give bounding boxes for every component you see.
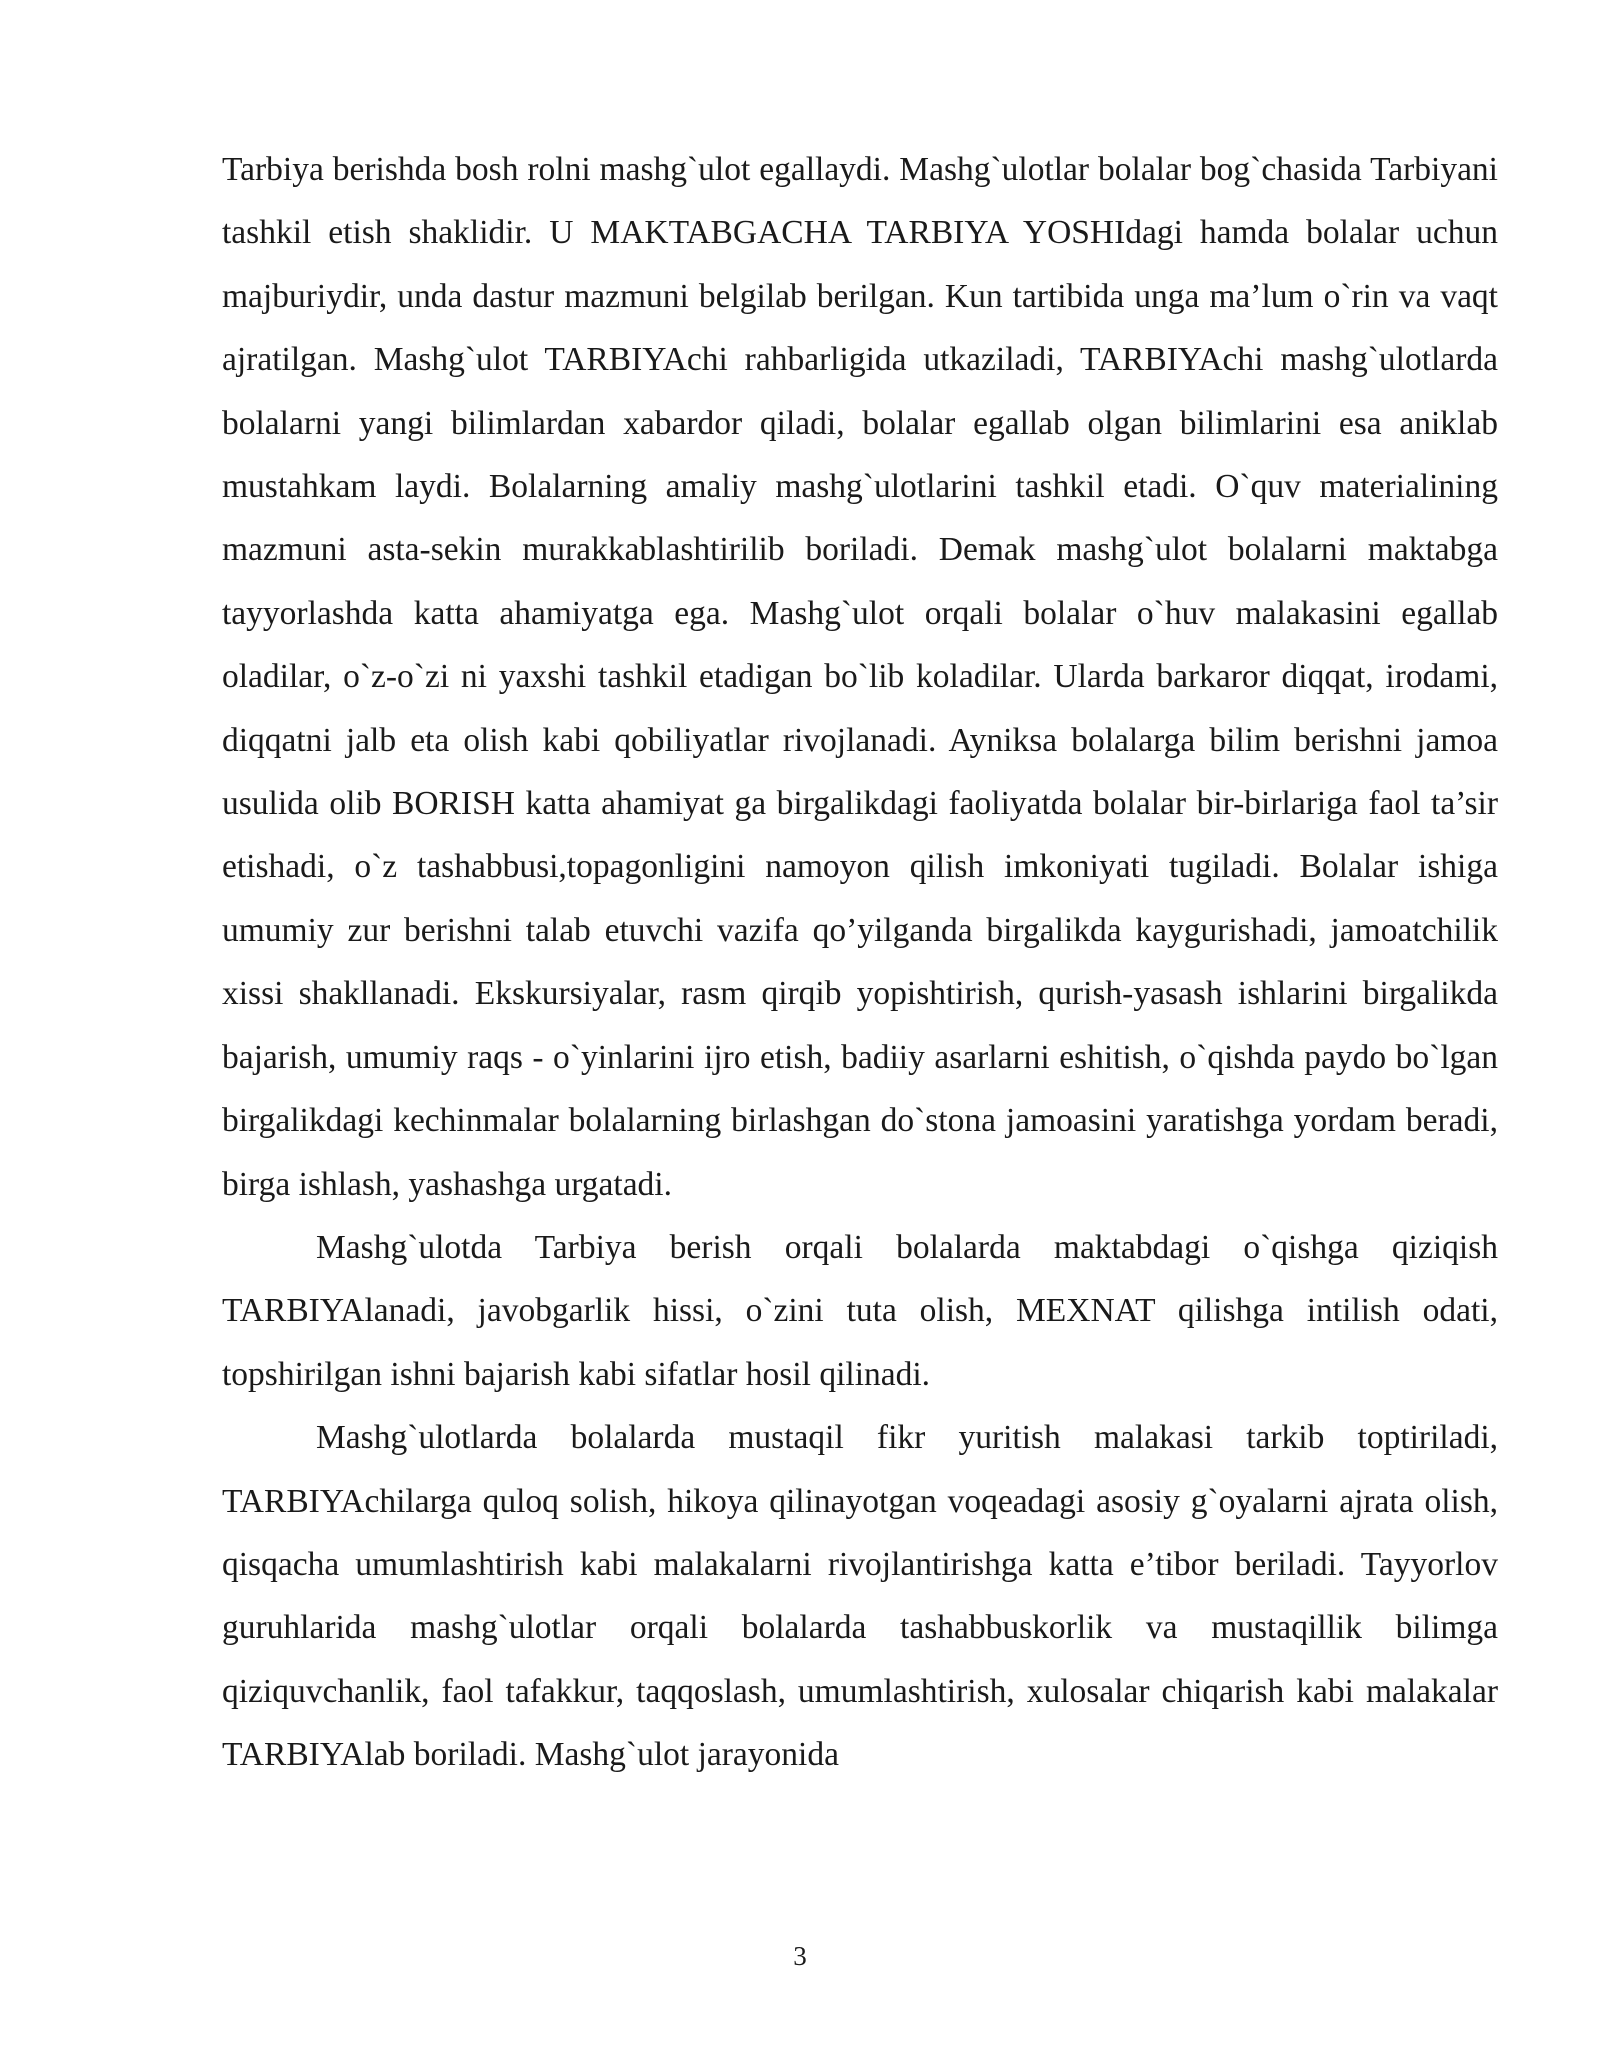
paragraph-1: Tarbiya berishda bosh rolni mashg`ulot egallaydi. Mashg`ulotlar bolalar bog`chasida Tarbiyani tashkil etish shaklidir. U MAKTABGACHA TARBIYA YOSHIdagi hamda bolalar uchun majburiydir, unda dastur mazmuni belgilab berilgan. Kun tartibida unga ma’lum o`rin va vaqt ajratilgan. Mashg`ulot TARBIYAchi rahbarligida utkaziladi, TARBIYAchi mashg`ulotlarda bolalarni yangi bilimlardan xabardor qiladi, bolalar egallab olgan bilimlarini esa aniklab mustahkam laydi. Bolalarning amaliy mashg`ulotlarini tashkil etadi. O`quv materialining mazmuni asta-sekin murakkablashtirilib boriladi. Demak mashg`ulot bolalarni maktabga tayyorlashda katta ahamiyatga ega. Mashg`ulot orqali bolalar o`huv malakasini egallab oladilar, o`z-o`zi ni yaxshi tashkil etadigan bo`lib koladilar. Ularda barkaror diqqat, irodami, diqqatni jalb eta olish kabi qobiliyatlar rivojlanadi. Ayniksa bolalarga bilim berishni jamoa usulida olib BORISH katta ahamiyat ga birgalikdagi faoliyatda bolalar bir-birlariga faol ta’sir etishadi, o`z tashabbusi,topagonligini namoyon qilish imkoniyati tugiladi. Bolalar ishiga umumiy zur berishni talab etuvchi vazifa qo’yilganda birgalikda kaygurishadi, jamoatchilik xissi shakllanadi. Ekskursiyalar, rasm qirqib yopishtirish, qurish-yasash ishlarini birgalikda bajarish, umumiy raqs - o`yinlarini ijro etish, badiiy asarlarni eshitish, o`qishda paydo bo`lgan birgalikdagi kechinmalar bolalarning birlashgan do`stona jamoasini yaratishga yordam beradi, birga ishlash, yashashga urgatadi. — [222, 151, 1498, 1203]
page-number: 3 — [793, 1941, 807, 1971]
paragraph-2: Mashg`ulotda Tarbiya berish orqali bolalarda maktabdagi o`qishga qiziqish TARBIYAlanadi, javobgarlik hissi, o`zini tuta olish, MEXNAT qilishga intilish odati, topshirilgan ishni bajarish kabi sifatlar hosil qilinadi. — [222, 1228, 1498, 1393]
paragraph-3: Mashg`ulotlarda bolalarda mustaqil fikr yuritish malakasi tarkib toptiriladi, TARBIYAchilarga quloq solish, hikoya qilinayotgan voqeadagi asosiy g`oyalarni ajrata olish, qisqacha umumlashtirish kabi malakalarni rivojlantirishga katta e’tibor beriladi. Tayyorlov guruhlarida mashg`ulotlar orqali bolalarda tashabbuskorlik va mustaqillik bilimga qiziquvchanlik, faol tafakkur, taqqoslash, umumlashtirish, xulosalar chiqarish kabi malakalar TARBIYAlab boriladi. Mashg`ulot jarayonida — [222, 1419, 1498, 1774]
document-page — [222, 138, 1498, 1787]
